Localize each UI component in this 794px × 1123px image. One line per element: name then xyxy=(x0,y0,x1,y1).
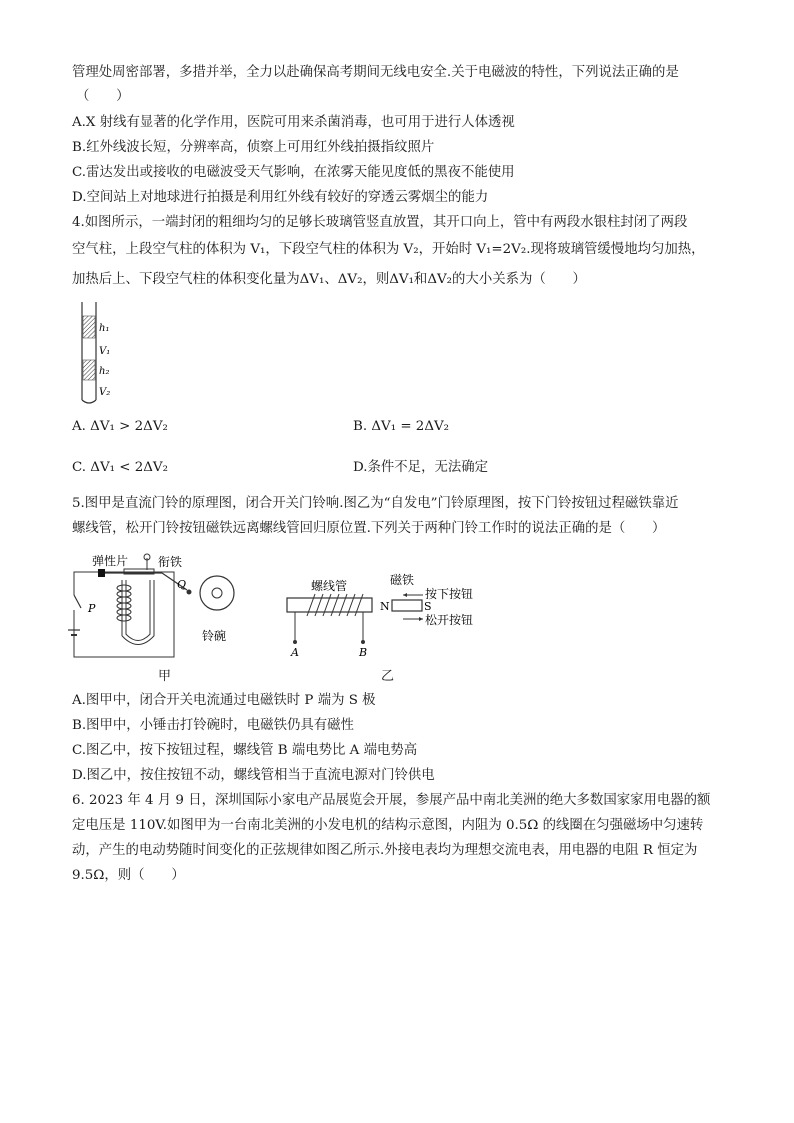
bar-magnet xyxy=(392,600,422,611)
label-h2: h₂ xyxy=(99,366,110,377)
mercury-column-upper xyxy=(83,316,95,338)
label-p: P xyxy=(88,602,96,615)
q5-option-c: C.图乙中，按下按钮过程，螺线管 B 端电势比 A 端电势高 xyxy=(72,743,418,758)
label-v2: V₂ xyxy=(99,387,111,398)
q6-stem-line3: 动，产生的电动势随时间变化的正弦规律如图乙所示.外接电表均为理想交流电表，用电器的电阻 R 恒定为 xyxy=(72,843,698,858)
bell-bowl xyxy=(200,576,234,610)
q4-option-b: B. ΔV₁ = 2ΔV₂ xyxy=(353,419,450,434)
doorbell-self-powered-figure xyxy=(285,570,485,660)
q3-option-a: A.X 射线有显著的化学作用，医院可用来杀菌消毒，也可用于进行人体透视 xyxy=(72,115,515,130)
tube-closed-end xyxy=(82,400,96,403)
label-press-button: 按下按钮 xyxy=(425,587,474,601)
q3-option-b: B.红外线波长短，分辨率高，侦察上可用红外线拍摄指纹照片 xyxy=(72,140,435,155)
q5-stem-line2: 螺线管，松开门铃按钮磁铁远离螺线管回归原位置.下列关于两种门铃工作时的说法正确的是（ ） xyxy=(72,521,666,536)
hammer xyxy=(187,590,192,595)
solenoid-coil xyxy=(307,594,363,616)
q5-stem-line1: 5.图甲是直流门铃的原理图，闭合开关门铃响.图乙为“自发电”门铃原理图，按下门铃按钮过程磁铁靠近 xyxy=(72,496,679,511)
label-release-button: 松开按钮 xyxy=(425,613,474,627)
q3-option-c: C.雷达发出或接收的电磁波受天气影响，在浓雾天能见度低的黑夜不能使用 xyxy=(72,165,515,180)
q4-stem-line1: 4.如图所示，一端封闭的粗细均匀的足够长玻璃管竖直放置，其开口向上，管中有两段水银柱封闭了两段 xyxy=(72,215,688,230)
label-solenoid: 螺线管 xyxy=(311,579,348,593)
label-spring-piece: 弹性片 xyxy=(92,554,129,568)
label-n-pole: N xyxy=(380,600,390,613)
label-magnet: 磁铁 xyxy=(390,573,415,587)
label-q: Q xyxy=(177,578,187,591)
q6-stem-line2: 定电压是 110V.如图甲为一台南北美洲的小发电机的结构示意图，内阻为 0.5Ω 的线圈在匀强磁场中匀速转 xyxy=(72,818,704,833)
terminal-b xyxy=(361,640,365,644)
label-a: A xyxy=(291,646,299,659)
q6-stem-line1: 6. 2023 年 4 月 9 日，深圳国际小家电产品展览会开展，参展产品中南北美洲的绝大多数国家家用电器的额 xyxy=(72,793,711,808)
doorbell-dc-figure xyxy=(72,550,252,660)
q5-option-a: A.图甲中，闭合开关电流通过电磁铁时 P 端为 S 极 xyxy=(72,693,376,708)
q5-option-b: B.图甲中，小锤击打铃碗时，电磁铁仍具有磁性 xyxy=(72,718,354,733)
label-armature: 衔铁 xyxy=(158,555,183,569)
q5-option-d: D.图乙中，按住按钮不动，螺线管相当于直流电源对门铃供电 xyxy=(72,768,435,783)
terminal-a xyxy=(293,640,297,644)
figure-jia-caption: 甲 xyxy=(158,669,172,684)
u-shaped-core xyxy=(124,580,152,643)
label-bell-bowl: 铃碗 xyxy=(202,629,227,643)
q4-option-a: A. ΔV₁ > 2ΔV₂ xyxy=(72,419,168,434)
mercury-column-lower xyxy=(83,360,95,380)
figure-yi-caption: 乙 xyxy=(381,669,395,684)
press-arrow-head xyxy=(403,593,407,597)
glass-tube-figure xyxy=(70,300,130,410)
q3-stem-line2: （ ） xyxy=(76,89,130,104)
q3-option-d: D.空间站上对地球进行拍摄是利用红外线有较好的穿透云雾烟尘的能力 xyxy=(72,190,489,205)
q4-option-c: C. ΔV₁ < 2ΔV₂ xyxy=(72,460,168,475)
q4-stem-line2: 空气柱，上段空气柱的体积为 V₁，下段空气柱的体积为 V₂，开始时 V₁=2V₂.现将玻璃管缓慢地均匀加热， xyxy=(72,242,705,257)
spring-piece-clamp xyxy=(98,569,105,577)
label-s-pole: S xyxy=(424,600,432,613)
q4-option-d: D.条件不足，无法确定 xyxy=(353,460,489,475)
label-h1: h₁ xyxy=(99,323,110,334)
label-b: B xyxy=(359,646,368,659)
label-v1: V₁ xyxy=(99,346,111,357)
q3-stem-line1: 管理处周密部署，多措并举，全力以赴确保高考期间无线电安全.关于电磁波的特性，下列说法正确的是 xyxy=(72,65,679,80)
release-arrow-head xyxy=(419,617,423,621)
q6-stem-line4: 9.5Ω，则（ ） xyxy=(72,868,185,883)
bell-center xyxy=(212,588,222,598)
q4-stem-line3: 加热后上、下段空气柱的体积变化量为ΔV₁、ΔV₂，则ΔV₁和ΔV₂的大小关系为（ ） xyxy=(72,272,586,287)
